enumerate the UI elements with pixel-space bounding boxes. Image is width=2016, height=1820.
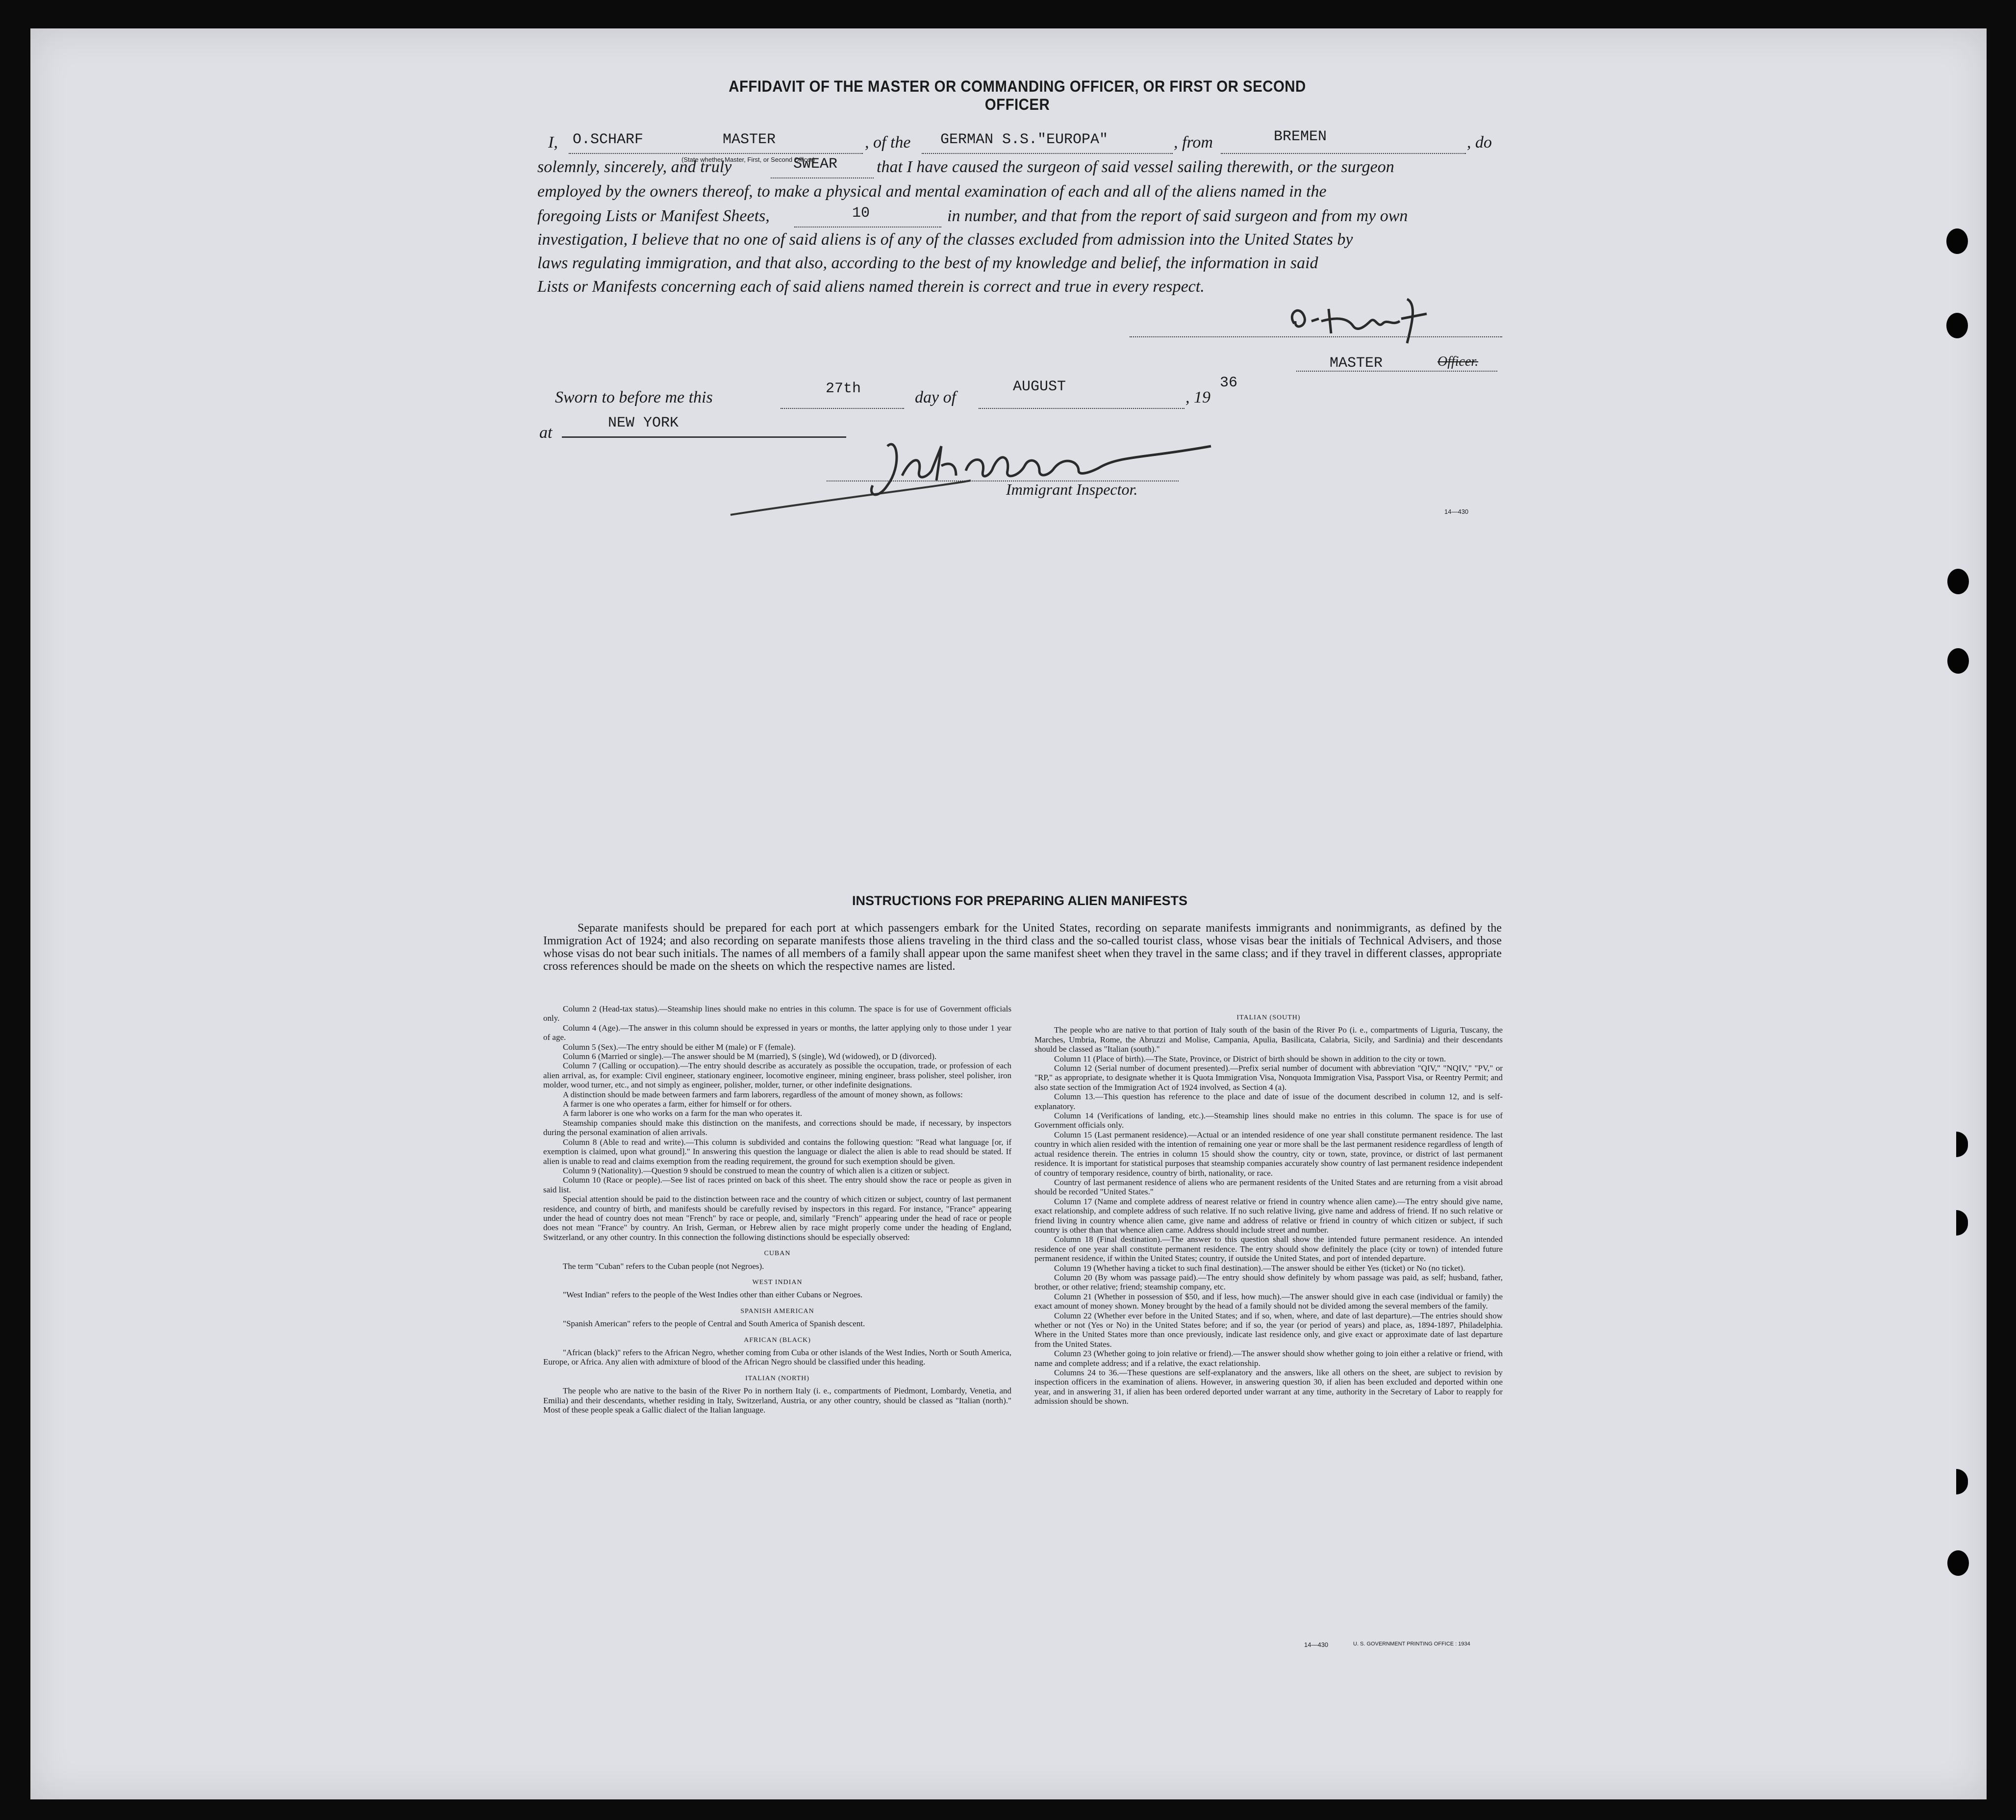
instruction-paragraph: Column 15 (Last permanent residence).—Actual or an intended residence of one year shall constitute permanent residence. The last country in which alien resided with the intention of remaining one year or more shall be the last permanent residence regardless of length of actual residence therein. The entries in column 15 should show the country, city or town, state, province, or district of last permanent residence. It is important for statistical purposes that steamship companies accurately show country of last permanent residence independent of country of temporary residence, country of birth, nationality, or race. <box>1034 1130 1503 1178</box>
instruction-paragraph: The people who are native to that portion of Italy south of the basin of the River Po (i. e., compartments of Liguria, Tuscany, the Marches, Umbria, Rome, the Abruzzi and Molise, Campania, Apulia, Basilicata, Calabria, Sicily, and Sardinia) and their descendants should be classed as "Italian (south)." <box>1034 1025 1503 1054</box>
instruction-paragraph: The term "Cuban" refers to the Cuban people (not Negroes). <box>563 1261 764 1271</box>
affidavit-do: , do <box>1467 133 1492 152</box>
punch-hole <box>1947 569 1969 594</box>
instruction-paragraph: "African (black)" refers to the African Negro, whether coming from Cuba or other islands of the West Indies, North or South America, Europe, or Africa. Any alien with admixture of blood of the African Negro should be classified under this heading. <box>543 1348 1011 1367</box>
master-signature <box>1285 294 1461 348</box>
instruction-paragraph: Column 14 (Verifications of landing, etc.).—Steamship lines should make no entries in this column. The space is for use of Government officials only. <box>1034 1111 1503 1130</box>
at-text: at <box>539 424 553 442</box>
section-heading: WEST INDIAN <box>752 1278 803 1286</box>
master-name-rule <box>569 153 863 154</box>
punch-hole <box>1946 228 1968 254</box>
instruction-paragraph: Column 18 (Final destination).—The answer to this question shall show the intended future permanent residence. An intended residence of one year shall constitute permanent residence. The entry should show definitely the place (city or town) of intended future permanent residence, if within the United States; country, if outside the United States, and port of intended departure. <box>1034 1235 1503 1264</box>
instruction-paragraph: Columns 24 to 36.—These questions are self-explanatory and the answers, like all others on the sheet, are subject to revision by inspection officers in the examination of aliens. However, in answering question 30, if alien has been excluded and deported within one year, and in answering 31, if alien has been ordered deported under warrant at any time, authority in the Secretary of Labor to reapply for admission should be shown. <box>1034 1368 1503 1406</box>
instruction-paragraph: A farm laborer is one who works on a farm for the man who operates it. <box>563 1109 803 1118</box>
instruction-paragraph: Column 23 (Whether going to join relative or friend).—The answer should show whether going to join either a relative or friend, with name and complete address; and if a relative, the exact relationship. <box>1034 1349 1503 1368</box>
instruction-paragraph: Column 17 (Name and complete address of nearest relative or friend in country whence alien came).—The entry should give name, exact relationship, and complete address of such relative. If no such relative living, give name and address of friend. If no such relative or friend living in country whence alien came, give name and address of relative or friend in country of which citizen or subject, if such country is other than that whence alien came. Address should include street and number. <box>1034 1196 1503 1235</box>
master-rank-value: MASTER <box>723 131 776 148</box>
oath-value: SWEAR <box>793 156 838 173</box>
instruction-paragraph: "West Indian" refers to the people of the West Indies other than either Cubans or Negroes. <box>563 1290 863 1300</box>
instruction-paragraph: Column 2 (Head-tax status).—Steamship lines should make no entries in this column. The space is for use of Government officials only. <box>543 1004 1011 1023</box>
sheets-rule <box>794 227 941 228</box>
instruction-paragraph: "Spanish American" refers to the people of Central and South America of Spanish descent. <box>563 1319 865 1329</box>
instruction-paragraph: Column 4 (Age).—The answer in this column should be expressed in years or months, the latter applying only to those under 1 year of age. <box>543 1023 1011 1042</box>
oath-rule <box>771 177 874 178</box>
day-rule <box>781 408 904 409</box>
instruction-paragraph: Column 8 (Able to read and write).—This column is subdivided and contains the following question: "Read what language [or, if exemption is claimed, upon what ground]." In answering this question the language or dialect the alien is able to read should be stated. If alien is unable to read and claims exemption from the reading requirement, the ground for such exemption should be given. <box>543 1137 1011 1166</box>
inspector-signature <box>726 427 1216 520</box>
affidavit-line-4-post: in number, and that from the report of said surgeon and from my own <box>947 207 1408 225</box>
instruction-paragraph: The people who are native to the basin of the River Po in northern Italy (i. e., compartments of Piedmont, Lombardy, Venetia, and Emilia) and their descendants, whether residing in Italy, Switzerland, Austria, or any other country, should be classed as "Italian (north)." Most of these people speak a Gallic dialect of the Italian language. <box>543 1386 1011 1415</box>
officer-word: Officer. <box>1437 354 1479 369</box>
sworn-text: Sworn to before me this <box>555 388 713 406</box>
instruction-paragraph: Column 7 (Calling or occupation).—The entry should describe as accurately as possible the occupation, trade, or profession of each alien arrival, as, for example: Civil engineer, stationary engineer, locomotive engineer, mining engineer, brass polisher, steel polisher, iron molder, wood turner, etc., and not simply as engineer, polisher, molder, turner, or other indefinite designations. <box>543 1061 1011 1090</box>
year-prefix: , 19 <box>1185 388 1210 406</box>
day-value: 27th <box>826 380 861 397</box>
instruction-paragraph: Column 9 (Nationality).—Question 9 should be construed to mean the country of which alien is a citizen or subject. <box>563 1165 950 1175</box>
instruction-paragraph: Column 19 (Whether having a ticket to such final destination).—The answer should be either Yes (ticket) or No (no ticket). <box>1054 1263 1465 1273</box>
place-value: NEW YORK <box>608 415 679 431</box>
footer-form-number: 14—430 <box>1304 1641 1329 1648</box>
ship-name-value: GERMAN S.S."EUROPA" <box>940 131 1109 148</box>
instruction-paragraph: Column 6 (Married or single).—The answer should be M (married), S (single), Wd (widowed), or D (divorced). <box>563 1052 937 1062</box>
sheets-count-value: 10 <box>852 205 870 222</box>
affidavit-line-2-pre: solemnly, sincerely, and truly <box>537 158 732 176</box>
officer-note: (State whether Master, First, or Second Officer) <box>681 156 815 163</box>
instruction-paragraph: Column 12 (Serial number of document presented).—Prefix serial number of document with abbreviation "QIV," "NQIV," "PV," or "RP," as appropriate, to designate whether it is Quota Immigration Visa, Nonquota Immigration Visa, Passport Visa, or Reentry Permit; and also state section of the Immigration Act of 1924 involved, as Section 4 (a). <box>1034 1063 1503 1092</box>
rank-rule <box>1296 371 1497 372</box>
section-heading: SPANISH AMERICAN <box>740 1307 814 1315</box>
instruction-paragraph: A farmer is one who operates a farm, either for himself or for others. <box>563 1099 792 1109</box>
affidavit-line-3: employed by the owners thereof, to make a physical and mental examination of each and all of the aliens named in the <box>537 182 1327 201</box>
section-heading: AFRICAN (BLACK) <box>744 1336 811 1344</box>
ship-rule <box>922 153 1173 154</box>
instruction-paragraph: Column 13.—This question has reference to the place and date of issue of the document described in column 12, and is self-explanatory. <box>1034 1092 1503 1111</box>
instruction-paragraph: A distinction should be made between farmers and farm laborers, regardless of the amount of money shown, as follows: <box>563 1089 963 1099</box>
instruction-paragraph: Special attention should be paid to the distinction between race and the country of which citizen or subject, country of last permanent residence, and country of birth, and manifests should be carefully revised by inspectors in this regard. For instance, "France" appearing under the head of country does not mean "French" by race or people, and, similarly "French" appearing under the head of race or people does not mean "France" by country. An Irish, German, or Hebrew alien by race might properly come under the heading of England, Switzerland, or any other country. In this connection the following distinctions should be especially observed: <box>543 1194 1011 1242</box>
footer-printer: U. S. GOVERNMENT PRINTING OFFICE : 1934 <box>1353 1641 1470 1647</box>
affidavit-line-2-post: that I have caused the surgeon of said vessel sailing therewith, or the surgeon <box>877 158 1394 176</box>
affidavit-line-4-pre: foregoing Lists or Manifest Sheets, <box>537 207 770 225</box>
affidavit-title: AFFIDAVIT OF THE MASTER OR COMMANDING OFFICER, OR FIRST OR SECOND OFFICER <box>729 77 1306 113</box>
instruction-paragraph: Column 5 (Sex).—The entry should be either M (male) or F (female). <box>563 1042 796 1052</box>
port-value: BREMEN <box>1274 128 1327 145</box>
instructions-title: INSTRUCTIONS FOR PREPARING ALIEN MANIFESTS <box>852 893 1188 908</box>
affidavit-i: I, <box>548 133 558 152</box>
instruction-paragraph: Steamship companies should make this distinction on the manifests, and corrections should be made, if necessary, by inspectors during the personal examination of alien arrivals. <box>543 1118 1011 1138</box>
master-signature-rule <box>1130 336 1502 337</box>
year-value: 36 <box>1220 375 1238 391</box>
month-value: AUGUST <box>1013 379 1066 395</box>
inspector-label: Immigrant Inspector. <box>1006 480 1138 498</box>
instruction-paragraph: Column 11 (Place of birth).—The State, Province, or District of birth should be shown in addition to the city or town. <box>1054 1054 1446 1063</box>
affidavit-line-6: laws regulating immigration, and that also, according to the best of my knowledge and belief, the information in said <box>537 254 1318 272</box>
instruction-paragraph: Country of last permanent residence of aliens who are permanent residents of the United States and are returning from a visit abroad should be recorded "United States." <box>1034 1177 1503 1197</box>
instruction-paragraph: Column 22 (Whether ever before in the United States; and if so, when, where, and date of last departure).—The entries should show whether or not (Yes or No) in the United States before; and if so, the year (or period of years) and place, as, 1894-1897, Philadelphia. Where in the United States more than once previously, indicate last residence only, and give exact or approximate date of last departure from the United States. <box>1034 1311 1503 1349</box>
instruction-paragraph: Column 20 (By whom was passage paid).—The entry should show definitely by whom passage was paid, as self; husband, father, brother, or other relative; friend; steamship company, etc. <box>1034 1272 1503 1292</box>
section-heading: ITALIAN (NORTH) <box>745 1374 809 1382</box>
punch-hole <box>1946 313 1968 338</box>
affidavit-form-number: 14—430 <box>1444 508 1469 515</box>
instruction-paragraph: Column 10 (Race or people).—See list of races printed on back of this sheet. The entry should show the race or people as given in said list. <box>543 1175 1011 1194</box>
month-rule <box>979 408 1184 409</box>
affidavit-line-5: investigation, I believe that no one of said aliens is of any of the classes excluded from admission into the United States by <box>537 230 1353 249</box>
affidavit-of-the: , of the <box>865 133 911 152</box>
instructions-intro: Separate manifests should be prepared for each port at which passengers embark for the United States, recording on separate manifests immigrants and nonimmigrants, as defined by the Immigration Act of 1924; and also recording on separate manifests those aliens traveling in the third class and the so-called tourist class, whose visas bear the initials of Technical Advisers, and those whose visas do not bear such initials. The names of all members of a family shall appear upon the same manifest sheet when they travel in the same class; and if they travel in different classes, appropriate cross references should be made on the sheets on which the respective names are listed. <box>543 922 1502 973</box>
punch-hole <box>1947 648 1969 674</box>
instructions-left-column <box>543 1004 1011 1415</box>
port-rule <box>1221 153 1466 154</box>
instruction-paragraph: Column 21 (Whether in possession of $50, and if less, how much).—The answer should give in each case (individual or family) the exact amount of money shown. Money brought by the head of a family should not be divided among the several members of the family. <box>1034 1291 1503 1311</box>
affidavit-from: , from <box>1174 133 1213 152</box>
instructions-right-column <box>1034 1006 1503 1406</box>
day-of-text: day of <box>915 388 957 406</box>
affidavit-line-7: Lists or Manifests concerning each of said aliens named therein is correct and true in every respect. <box>537 278 1205 296</box>
master-name-value: O.SCHARF <box>573 131 644 148</box>
punch-hole <box>1947 1550 1969 1576</box>
signature-rank-value: MASTER <box>1330 355 1383 372</box>
section-heading: CUBAN <box>764 1250 791 1258</box>
section-heading: ITALIAN (SOUTH) <box>1236 1014 1301 1021</box>
